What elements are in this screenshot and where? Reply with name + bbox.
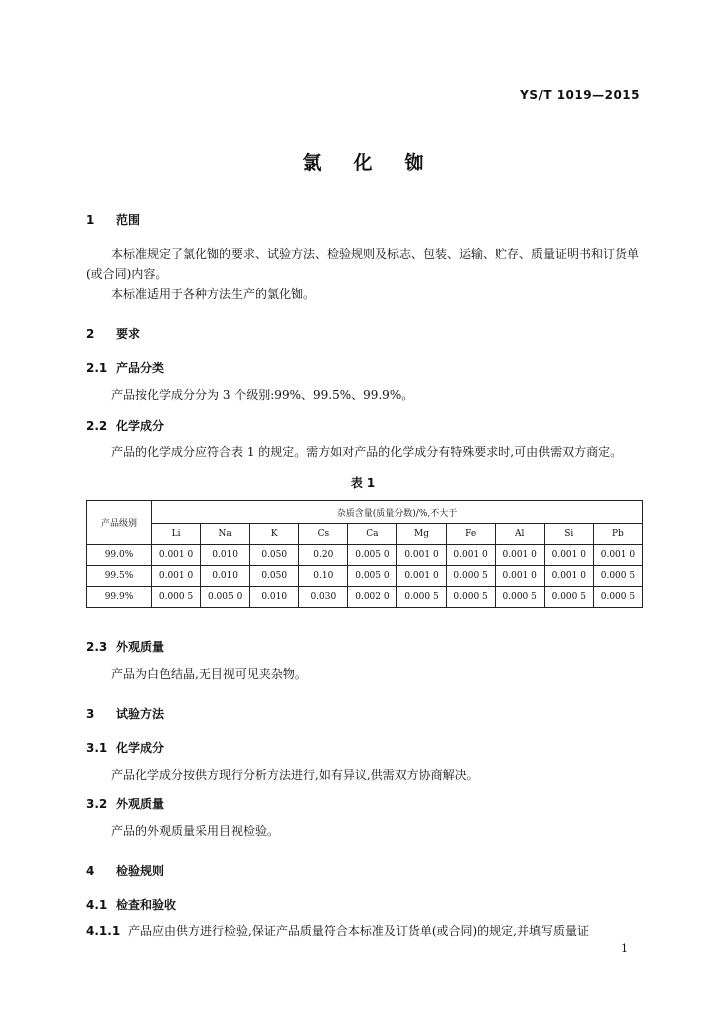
- impurity-value-cell: 0.030: [299, 587, 348, 608]
- section-number: 2: [86, 327, 95, 341]
- section-3-2-paragraph: 产品的外观质量采用目视检验。: [111, 824, 280, 838]
- table-caption: 表 1: [350, 476, 376, 490]
- impurity-group-header: 杂质含量(质量分数)/%,不大于: [152, 501, 643, 524]
- section-2-3-heading: [86, 638, 164, 655]
- element-header: Li: [152, 524, 201, 545]
- section-number: 2.3: [86, 640, 108, 654]
- table-body: [87, 545, 643, 608]
- impurity-value-cell: 0.001 0: [495, 566, 544, 587]
- impurity-value-cell: 0.000 5: [495, 587, 544, 608]
- section-title: 要求: [116, 327, 141, 341]
- impurity-value-cell: 0.20: [299, 545, 348, 566]
- table-row: [87, 545, 643, 566]
- impurity-value-cell: 0.000 5: [593, 587, 642, 608]
- element-header: Na: [201, 524, 250, 545]
- section-number: 4: [86, 864, 95, 878]
- section-number: 3: [86, 707, 95, 721]
- impurity-value-cell: 0.005 0: [348, 545, 397, 566]
- impurity-value-cell: 0.001 0: [544, 566, 593, 587]
- impurity-value-cell: 0.010: [250, 587, 299, 608]
- impurity-value-cell: 0.001 0: [397, 545, 446, 566]
- section-title: 产品分类: [116, 361, 165, 375]
- table-row: [87, 566, 643, 587]
- section-1-paragraph-1: 本标准规定了氯化铷的要求、试验方法、检验规则及标志、包装、运输、贮存、质量证明书和订货单(或合同)内容。: [86, 247, 640, 281]
- impurity-value-cell: 0.005 0: [348, 566, 397, 587]
- impurity-value-cell: 0.001 0: [593, 545, 642, 566]
- section-3-2-heading: [86, 795, 164, 812]
- grade-cell: 99.0%: [87, 545, 152, 566]
- impurity-value-cell: 0.005 0: [201, 587, 250, 608]
- impurity-value-cell: 0.000 5: [544, 587, 593, 608]
- element-header: Mg: [397, 524, 446, 545]
- section-title: 外观质量: [116, 640, 165, 654]
- section-3-1-heading: [86, 739, 164, 756]
- grade-header: 产品级别: [87, 501, 152, 545]
- impurity-value-cell: 0.050: [250, 566, 299, 587]
- section-3-heading: [86, 705, 164, 722]
- impurity-value-cell: 0.001 0: [152, 545, 201, 566]
- impurity-value-cell: 0.001 0: [152, 566, 201, 587]
- section-number: 3.1: [86, 741, 108, 755]
- impurity-value-cell: 0.002 0: [348, 587, 397, 608]
- impurity-value-cell: 0.10: [299, 566, 348, 587]
- impurity-value-cell: 0.000 5: [446, 566, 495, 587]
- section-number: 4.1: [86, 898, 108, 912]
- section-2-2-paragraph: 产品的化学成分应符合表 1 的规定。需方如对产品的化学成分有特殊要求时,可由供需双方商定。: [111, 445, 623, 459]
- section-3-1-paragraph: 产品化学成分按供方现行分析方法进行,如有异议,供需双方协商解决。: [111, 768, 479, 782]
- impurity-value-cell: 0.001 0: [397, 566, 446, 587]
- impurity-value-cell: 0.000 5: [446, 587, 495, 608]
- clause-number: 4.1.1: [86, 924, 121, 938]
- element-header: Ca: [348, 524, 397, 545]
- clause-4-1-1: [86, 921, 643, 941]
- element-header: Cs: [299, 524, 348, 545]
- section-1-heading: [86, 211, 140, 228]
- impurity-value-cell: 0.000 5: [152, 587, 201, 608]
- element-header: Fe: [446, 524, 495, 545]
- section-2-1-paragraph: 产品按化学成分分为 3 个级别:99%、99.5%、99.9%。: [111, 388, 414, 402]
- section-4-1-heading: [86, 896, 176, 913]
- standard-number: YS/T 1019—2015: [520, 88, 640, 102]
- impurity-value-cell: 0.010: [201, 545, 250, 566]
- grade-cell: 99.5%: [87, 566, 152, 587]
- impurity-value-cell: 0.001 0: [446, 545, 495, 566]
- impurity-value-cell: 0.001 0: [495, 545, 544, 566]
- section-title: 化学成分: [116, 741, 165, 755]
- impurity-value-cell: 0.001 0: [544, 545, 593, 566]
- impurity-value-cell: 0.010: [201, 566, 250, 587]
- impurity-value-cell: 0.000 5: [593, 566, 642, 587]
- section-title: 试验方法: [116, 707, 165, 721]
- chemical-composition-table: [86, 500, 643, 608]
- section-title: 检验规则: [116, 864, 165, 878]
- section-title: 化学成分: [116, 419, 165, 433]
- impurity-value-cell: 0.000 5: [397, 587, 446, 608]
- section-number: 2.1: [86, 361, 108, 375]
- page-title: 氯化铷: [302, 152, 456, 174]
- section-2-3-paragraph: 产品为白色结晶,无目视可见夹杂物。: [111, 667, 307, 681]
- section-2-2-heading: [86, 417, 164, 434]
- section-2-heading: [86, 325, 140, 342]
- element-header-row: [87, 524, 643, 545]
- section-title: 范围: [116, 213, 141, 227]
- table-row: [87, 587, 643, 608]
- section-title: 外观质量: [116, 797, 165, 811]
- element-header: Al: [495, 524, 544, 545]
- section-2-1-heading: [86, 359, 164, 376]
- clause-text: 产品应由供方进行检验,保证产品质量符合本标准及订货单(或合同)的规定,并填写质量证: [128, 924, 589, 938]
- section-number: 3.2: [86, 797, 108, 811]
- section-number: 1: [86, 213, 95, 227]
- impurity-value-cell: 0.050: [250, 545, 299, 566]
- element-header: Pb: [593, 524, 642, 545]
- section-4-heading: [86, 862, 164, 879]
- section-number: 2.2: [86, 419, 108, 433]
- page-number: 1: [621, 942, 628, 955]
- section-1-paragraph-2: 本标准适用于各种方法生产的氯化铷。: [111, 287, 316, 301]
- section-title: 检查和验收: [116, 898, 177, 912]
- grade-cell: 99.9%: [87, 587, 152, 608]
- element-header: Si: [544, 524, 593, 545]
- element-header: K: [250, 524, 299, 545]
